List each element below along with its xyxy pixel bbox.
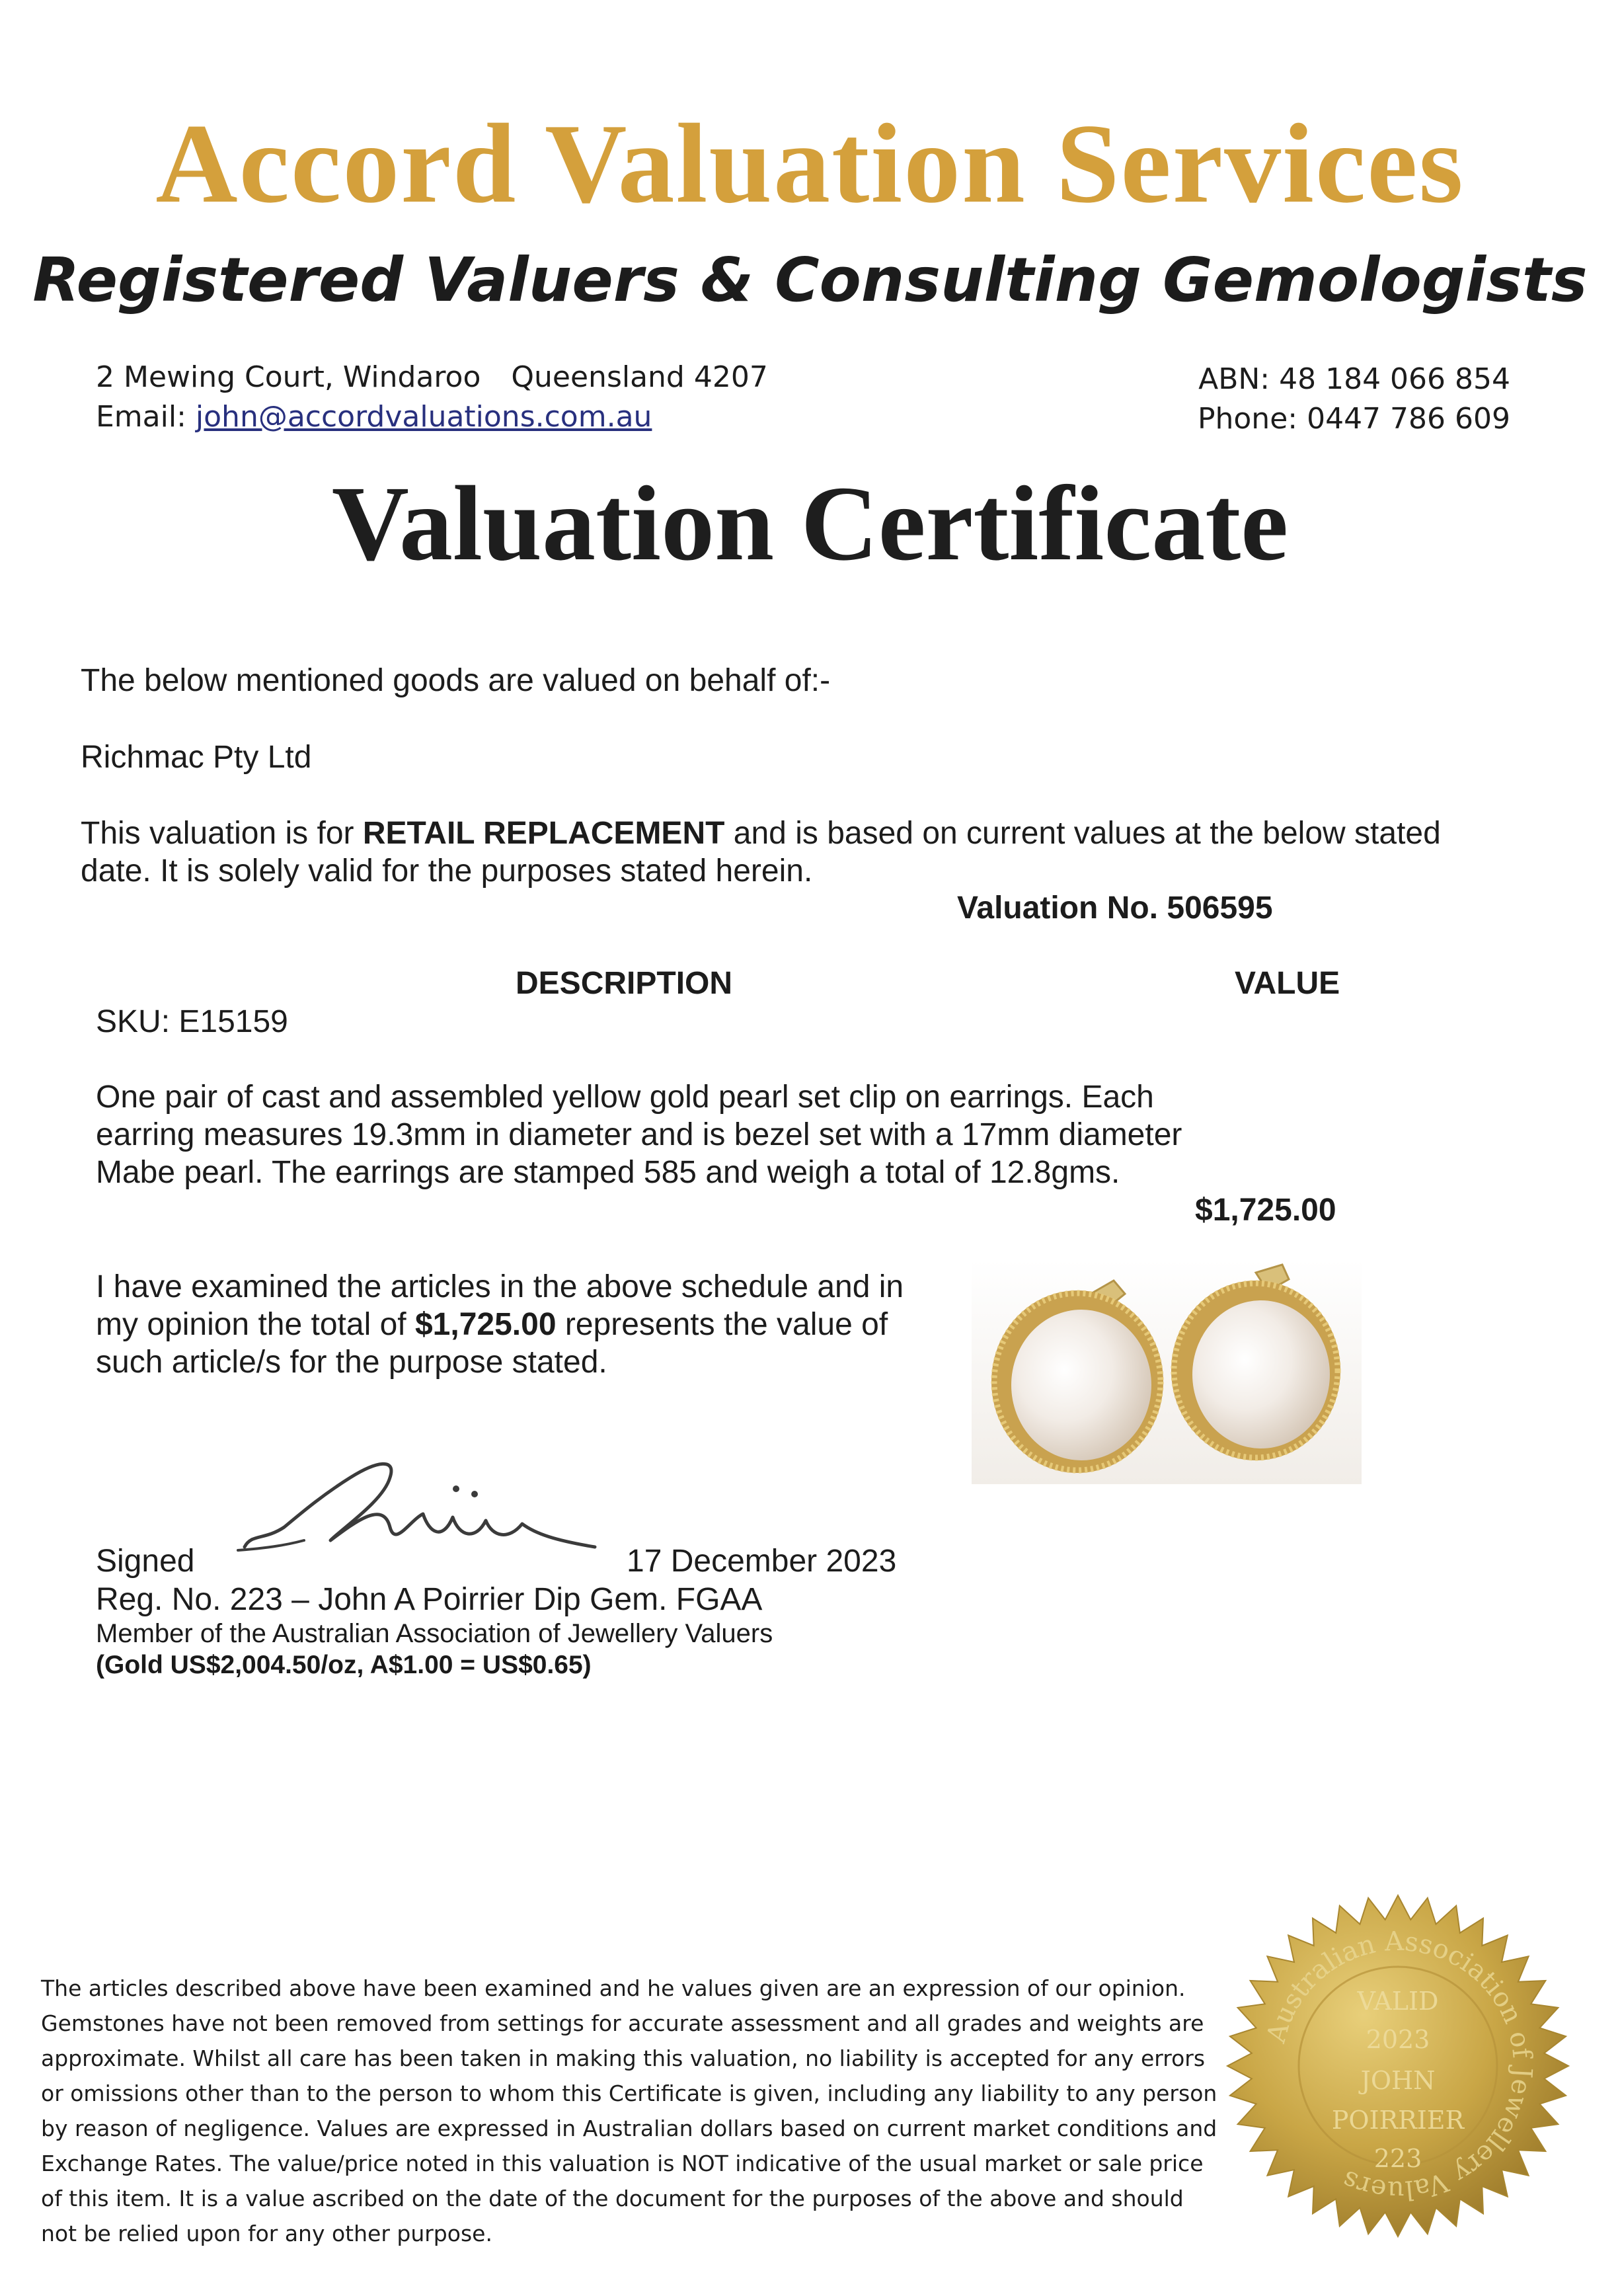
phone: Phone: 0447 786 609 [1197,402,1510,436]
email-label: Email: [96,400,186,434]
email-link[interactable]: john@accordvaluations.com.au [195,400,652,434]
signature-date: 17 December 2023 [627,1544,897,1579]
abn: ABN: 48 184 066 854 [1198,362,1510,396]
disclaimer-text: The articles described above have been examined and he values given are an expression of our opinion. Gemstones have not been removed from settings for accurate assessment and all grades and weights are approximate. Whilst all care has been taken in making this valuation, no liability is accepted for any errors or omissions other than to the person to whom this Certificate is given, including any liability to any person by reason of negligence. Values are expressed in Australian dollars based on current market conditions and Exchange Rates. The value/price noted in this valuation is NOT indicative of the usual market or sale price of this item. It is a value ascribed on the date of the document for the purposes of the above and should not be relied upon for any other purpose. [41,1975,1217,2246]
signed-label: Signed [96,1544,195,1579]
description-header: DESCRIPTION [516,966,733,1001]
behalf-line: The below mentioned goods are valued on behalf of:- [81,663,831,698]
opinion-statement [96,1268,942,1381]
sku: SKU: E15159 [96,1004,288,1039]
seal-line-2: 2023 [1366,2025,1430,2054]
basis-line-2: date. It is solely valid for the purposes stated herein. [81,853,813,889]
seal-line-3: JOHN [1360,2066,1436,2095]
signature-graphic [225,1448,615,1573]
company-name: Accord Valuation Services [155,101,1465,227]
certificate-title: Valuation Certificate [331,465,1289,583]
gold-seal [1223,1891,1573,2241]
item-value: $1,725.00 [1195,1193,1336,1228]
item-description: One pair of cast and assembled yellow gold pearl set clip on earrings. Each earring measures 19.3mm in diameter and is bezel set with a 17mm diameter Mabe pearl. The earrings are stamped 585 and weigh a total of 12.8gms. [96,1080,1182,1190]
opinion-total: $1,725.00 [414,1307,557,1342]
address-line [96,360,768,394]
street-address: 2 Mewing Court, Windaroo [96,360,481,394]
exchange-rates: (Gold US$2,004.50/oz, A$1.00 = US$0.65) [96,1651,592,1679]
seal-line-1: VALID [1357,1987,1439,2016]
seal-ring-text: Australian Association of Jewellery Valuers [1260,1926,1538,2206]
seal-line-4: POIRRIER [1331,2106,1465,2135]
opinion-suffix: represents the value of such article/s for the purpose stated. [96,1307,888,1380]
basis-prefix: This valuation is for [81,816,354,851]
valuation-basis [81,815,1441,851]
basis-type: RETAIL REPLACEMENT [362,816,725,851]
email-line [96,400,652,434]
opinion-prefix: I have examined the articles in the above schedule and in my opinion the total of [96,1269,904,1342]
earrings-photo [972,1259,1362,1484]
value-header: VALUE [1235,966,1340,1001]
seal-line-5: 223 [1373,2144,1422,2173]
membership-line: Member of the Australian Association of Jewellery Valuers [96,1619,773,1648]
company-tagline: Registered Valuers & Consulting Gemologists [32,245,1588,315]
state-postcode: Queensland 4207 [511,360,768,394]
basis-suffix: and is based on current values at the below stated [733,816,1441,851]
client-name: Richmac Pty Ltd [81,740,312,775]
registration-number: Reg. No. 223 – John A Poirrier Dip Gem. FGAA [96,1582,763,1617]
valuation-number: Valuation No. 506595 [957,891,1273,926]
